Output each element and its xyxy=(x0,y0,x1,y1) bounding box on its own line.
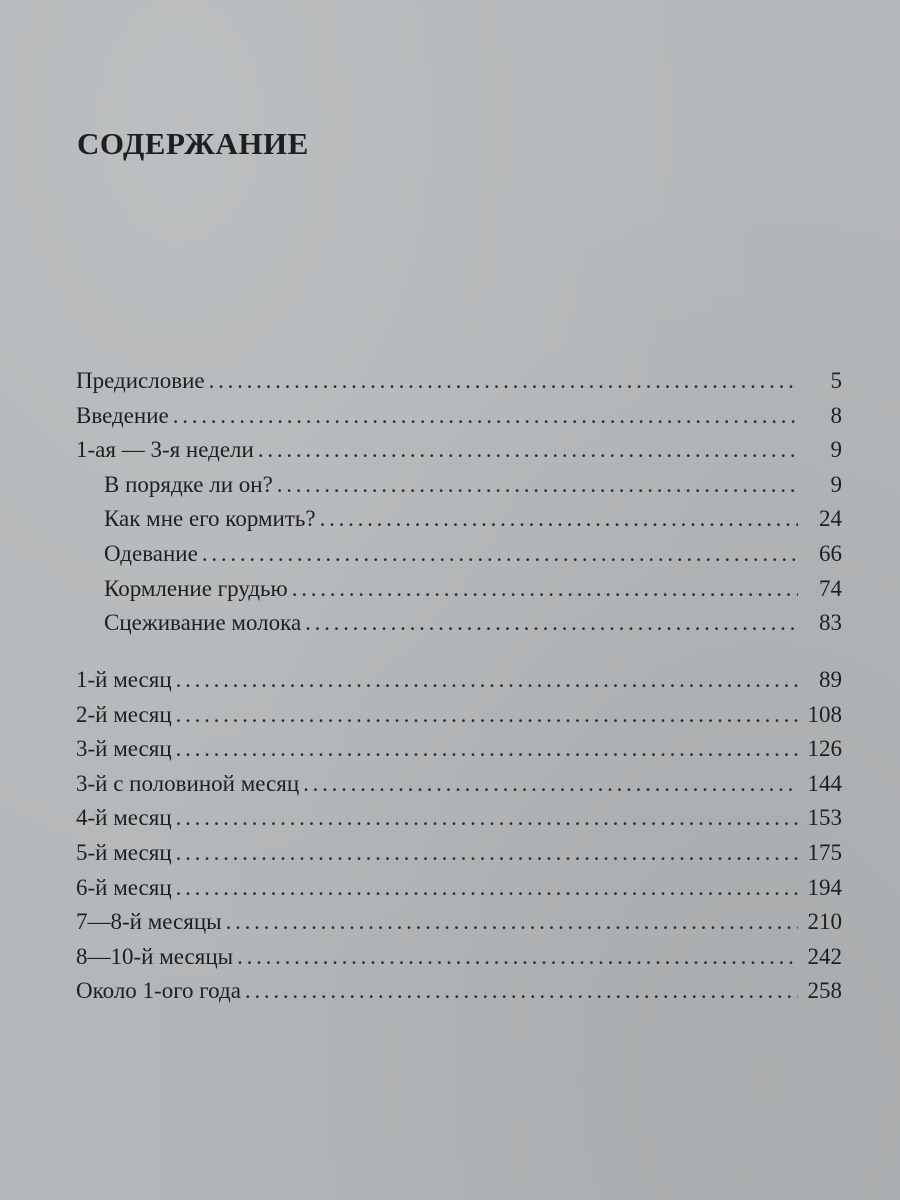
dot-leader xyxy=(202,537,798,572)
dot-leader xyxy=(245,974,798,1009)
dot-leader xyxy=(176,732,798,767)
toc-entry xyxy=(76,732,842,767)
toc-entry xyxy=(76,468,842,503)
toc-entry-page-number: 175 xyxy=(807,839,842,865)
toc-entry xyxy=(76,836,842,871)
toc-entry xyxy=(76,502,842,537)
toc-entry-title: Сцеживание молока xyxy=(104,610,302,636)
toc-entry-page-number: 5 xyxy=(830,368,842,393)
toc-entry-page-number: 83 xyxy=(819,610,842,636)
dot-leader xyxy=(176,801,798,836)
toc-entry-page-number: 66 xyxy=(819,540,842,566)
toc-entry-title: 3-й с половиной месяц xyxy=(76,770,300,796)
toc-entry xyxy=(76,606,842,641)
toc-entry-page-number: 126 xyxy=(807,736,842,762)
toc-section-months xyxy=(76,663,842,1009)
toc-entry xyxy=(76,572,842,607)
toc-entry-page-number: 8 xyxy=(830,402,842,428)
dot-leader xyxy=(209,364,798,399)
dot-leader xyxy=(176,871,798,906)
toc-entry-page-number: 258 xyxy=(807,978,842,1004)
toc-entry xyxy=(76,767,842,802)
toc-entry-title: 8—10-й месяцы xyxy=(76,943,234,969)
toc-entry-page-number: 74 xyxy=(819,575,842,601)
toc-entry-page-number: 210 xyxy=(807,909,842,935)
toc-entry-page-number: 242 xyxy=(807,943,842,969)
toc-entry xyxy=(76,974,842,1009)
toc-entry-title: 1-ая — 3-я недели xyxy=(76,437,254,463)
toc-entry-page-number: 194 xyxy=(807,874,842,900)
dot-leader xyxy=(305,606,798,641)
toc-entry xyxy=(76,663,842,698)
dot-leader xyxy=(258,433,798,468)
toc-entry-page-number: 153 xyxy=(807,805,842,831)
toc-entry-page-number: 9 xyxy=(830,471,842,497)
dot-leader xyxy=(237,940,798,975)
toc-entry-title: 1-й месяц xyxy=(76,667,172,692)
toc-entry-title: Кормление грудью xyxy=(104,575,288,601)
toc-entry-title: В порядке ли он? xyxy=(104,471,273,497)
toc-entry-title: 5-й месяц xyxy=(76,839,172,865)
toc-entry-page-number: 144 xyxy=(807,770,842,796)
toc-entry-title: 4-й месяц xyxy=(76,805,172,831)
toc-entry-title: Около 1-ого года xyxy=(76,978,241,1004)
toc-entry-page-number: 9 xyxy=(830,437,842,463)
toc-entry-title: 7—8-й месяцы xyxy=(76,909,222,935)
toc-entry xyxy=(76,364,842,399)
toc-entry-page-number: 89 xyxy=(819,667,842,692)
dot-leader xyxy=(292,572,798,607)
toc-entry-title: Введение xyxy=(76,402,169,428)
toc-entry-title: 2-й месяц xyxy=(76,701,172,727)
dot-leader xyxy=(176,836,798,871)
toc-entry xyxy=(76,399,842,434)
toc-entry-title: 3-й месяц xyxy=(76,736,172,762)
toc-entry-page-number: 108 xyxy=(807,701,842,727)
toc-entry xyxy=(76,871,842,906)
dot-leader xyxy=(226,905,798,940)
toc-entry xyxy=(76,537,842,572)
dot-leader xyxy=(176,663,798,698)
toc-entry xyxy=(76,433,842,468)
toc-entry xyxy=(76,905,842,940)
toc-entry xyxy=(76,801,842,836)
dot-leader xyxy=(303,767,798,802)
toc-entry-page-number: 24 xyxy=(819,506,842,532)
toc-entry-title: Как мне его кормить? xyxy=(104,506,316,532)
dot-leader xyxy=(173,399,798,434)
dot-leader xyxy=(320,502,798,537)
dot-leader xyxy=(277,468,798,503)
toc-entry-title: 6-й месяц xyxy=(76,874,172,900)
page-title: СОДЕРЖАНИЕ xyxy=(77,126,309,161)
toc-section-first-weeks xyxy=(76,364,842,641)
toc-entry xyxy=(76,698,842,733)
toc-entry xyxy=(76,940,842,975)
toc-entry-title: Одевание xyxy=(104,540,198,566)
dot-leader xyxy=(176,698,798,733)
toc-entry-title: Предисловие xyxy=(76,368,205,393)
